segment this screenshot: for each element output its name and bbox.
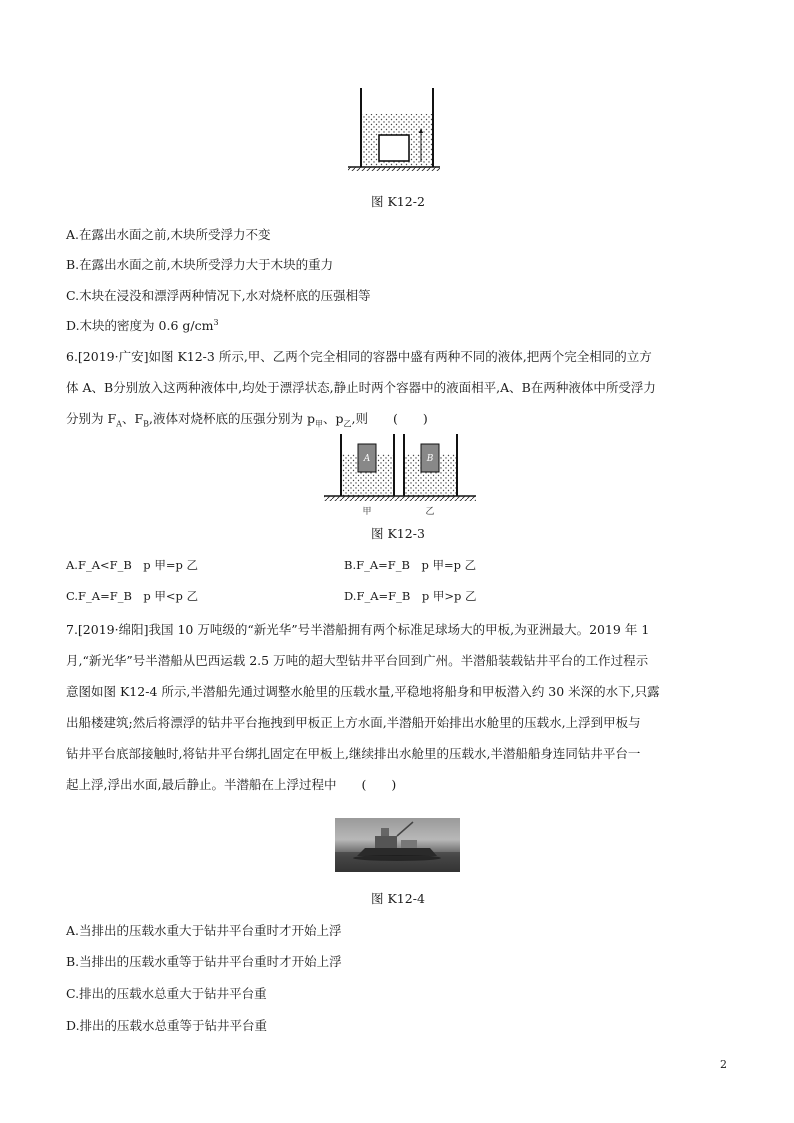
q7-stem-line2: 月,“新光华”号半潜船从巴西运载 2.5 万吨的超大型钻井平台回到广州。半潜船装载钻井平台的工作过程示 bbox=[66, 653, 649, 668]
q7-option-d: D.排出的压载水总重等于钻井平台重 bbox=[66, 1018, 268, 1033]
q6-option-d: D.F_A=F_B p 甲>p 乙 bbox=[344, 589, 477, 603]
q7-option-c: C.排出的压载水总重大于钻井平台重 bbox=[66, 986, 267, 1001]
block-a-label: A bbox=[363, 454, 371, 464]
figure-k12-2 bbox=[340, 88, 440, 172]
q6-stem-line1: 6.[2019·广安]如图 K12-3 所示,甲、乙两个完全相同的容器中盛有两种不同的液体,把两个完全相同的立方 bbox=[66, 349, 652, 364]
q7-stem-line4: 出船楼建筑;然后将漂浮的钻井平台拖拽到甲板正上方水面,半潜船开始排出水舱里的压载水,上浮到甲板与 bbox=[66, 715, 641, 730]
q6-option-c: C.F_A=F_B p 甲<p 乙 bbox=[66, 589, 199, 603]
q7-stem-line1: 7.[2019·绵阳]我国 10 万吨级的“新光华”号半潜船拥有两个标准足球场大的甲板,为亚洲最大。2019 年 1 bbox=[66, 622, 650, 637]
block-b-label: B bbox=[426, 454, 434, 464]
q7-option-b: B.当排出的压载水重等于钻井平台重时才开始上浮 bbox=[66, 954, 342, 969]
q5-option-b: B.在露出水面之前,木块所受浮力大于木块的重力 bbox=[66, 257, 334, 272]
figure-caption: 图 K12-2 bbox=[371, 194, 425, 209]
q6-stem-line2: 体 A、B分别放入这两种液体中,均处于漂浮状态,静止时两个容器中的液面相平,A、B在两种液体中所受浮力 bbox=[66, 380, 656, 395]
q6-stem-line3: 分别为 $F_A$、$F_B$,液体对烧杯底的压强分别为 $p_甲$、$p_乙$,则 ( ) bbox=[66, 411, 428, 429]
q7-stem-line6: 起上浮,浮出水面,最后静止。半潜船在上浮过程中 ( ) bbox=[66, 777, 397, 792]
q7-stem-line5: 钻井平台底部接触时,将钻井平台绑扎固定在甲板上,继续排出水舱里的压载水,半潜船船身连同钻井平台一 bbox=[66, 746, 641, 761]
q7-stem-line3: 意图如图 K12-4 所示,半潜船先通过调整水舱里的压载水量,平稳地将船身和甲板潜入约 30 米深的水下,只露 bbox=[66, 684, 660, 699]
container-yi-label: 乙 bbox=[425, 507, 435, 517]
q5-option-a: A.在露出水面之前,木块所受浮力不变 bbox=[66, 227, 271, 242]
q5-option-c: C.木块在浸没和漂浮两种情况下,水对烧杯底的压强相等 bbox=[66, 288, 371, 303]
container-jia-label: 甲 bbox=[362, 507, 372, 517]
q6-option-a: A.F_A<F_B p 甲=p 乙 bbox=[66, 558, 198, 572]
figure-caption: 图 K12-4 bbox=[371, 891, 425, 906]
figure-k12-4-photo bbox=[335, 818, 460, 872]
figure-k12-3 bbox=[322, 434, 478, 518]
q6-option-b: B.F_A=F_B p 甲=p 乙 bbox=[344, 558, 477, 572]
q7-option-a: A.当排出的压载水重大于钻井平台重时才开始上浮 bbox=[66, 923, 342, 938]
page-number: 2 bbox=[720, 1058, 727, 1071]
q5-option-d: D.木块的密度为 0.6 $g/cm^3$ bbox=[66, 317, 219, 333]
figure-caption: 图 K12-3 bbox=[371, 526, 425, 541]
